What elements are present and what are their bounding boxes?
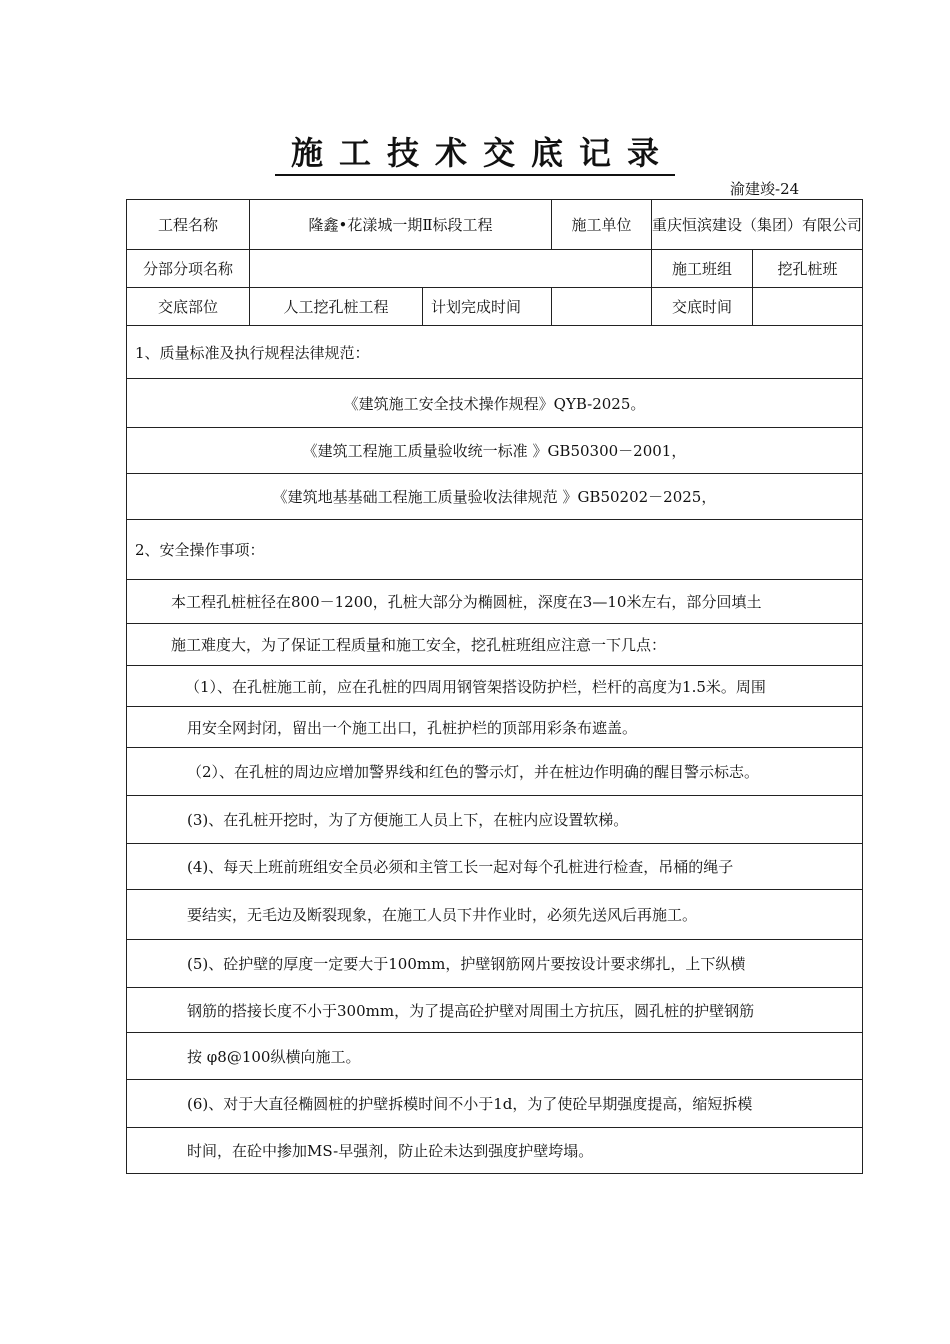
record-table (126, 199, 863, 1174)
safety-line: (5)、砼护壁的厚度一定要大于100mm，护壁钢筋网片要按设计要求绑扎，上下纵横 (127, 940, 863, 988)
team-label: 施工班组 (652, 250, 753, 288)
plan-time-label: 计划完成时间 (423, 288, 552, 326)
handover-time-value (753, 288, 863, 326)
safety-line: 用安全网封闭，留出一个施工出口，孔桩护栏的顶部用彩条布遮盖。 (127, 707, 863, 748)
document-title: 施工技术交底记录 (0, 128, 950, 174)
document-code: 渝建竣-24 (730, 180, 800, 198)
standard-item: 《建筑施工安全技术操作规程》QYB-2025。 (127, 379, 863, 428)
safety-line: 本工程孔桩桩径在800－1200，孔桩大部分为椭圆桩，深度在3—10米左右，部分回填土 (127, 580, 863, 624)
standard-item: 《建筑地基基础工程施工质量验收法律规范 》GB50202－2025， (127, 474, 863, 520)
safety-line: 钢筋的搭接长度不小于300mm，为了提高砼护壁对周围土方抗压，圆孔桩的护壁钢筋 (127, 988, 863, 1033)
safety-line: 要结实，无毛边及断裂现象，在施工人员下井作业时，必须先送风后再施工。 (127, 890, 863, 940)
safety-line: 时间，在砼中掺加MS-早强剂，防止砼未达到强度护壁垮塌。 (127, 1128, 863, 1174)
handover-time-label: 交底时间 (652, 288, 753, 326)
subdivision-value (250, 250, 652, 288)
project-name-label: 工程名称 (127, 200, 250, 250)
safety-line: （1）、在孔桩施工前，应在孔桩的四周用钢管架搭设防护栏，栏杆的高度为1.5米。周围 (127, 666, 863, 707)
safety-line: (3)、在孔桩开挖时，为了方便施工人员上下，在桩内应设置软梯。 (127, 796, 863, 844)
construction-unit-label: 施工单位 (552, 200, 652, 250)
safety-line: (6)、对于大直径椭圆桩的护壁拆模时间不小于1d，为了使砼早期强度提高，缩短拆模 (127, 1080, 863, 1128)
project-name-value: 隆鑫•花漾城一期Ⅱ标段工程 (250, 200, 552, 250)
safety-line: 施工难度大，为了保证工程质量和施工安全，挖孔桩班组应注意一下几点： (127, 624, 863, 666)
section2-heading: 2、安全操作事项： (127, 520, 863, 580)
safety-line: 按 φ8@100纵横向施工。 (127, 1033, 863, 1080)
standard-item: 《建筑工程施工质量验收统一标准 》GB50300－2001， (127, 428, 863, 474)
part-value: 人工挖孔桩工程 (250, 288, 423, 326)
safety-line: (4)、每天上班前班组安全员必须和主管工长一起对每个孔桩进行检查，吊桶的绳子 (127, 844, 863, 890)
subdivision-label: 分部分项名称 (127, 250, 250, 288)
plan-time-value (552, 288, 652, 326)
construction-unit-value: 重庆恒滨建设（集团）有限公司 (652, 200, 863, 250)
safety-line: （2）、在孔桩的周边应增加警界线和红色的警示灯，并在桩边作明确的醒目警示标志。 (127, 748, 863, 796)
section1-heading: 1、质量标准及执行规程法律规范： (127, 326, 863, 379)
part-label: 交底部位 (127, 288, 250, 326)
team-value: 挖孔桩班 (753, 250, 863, 288)
